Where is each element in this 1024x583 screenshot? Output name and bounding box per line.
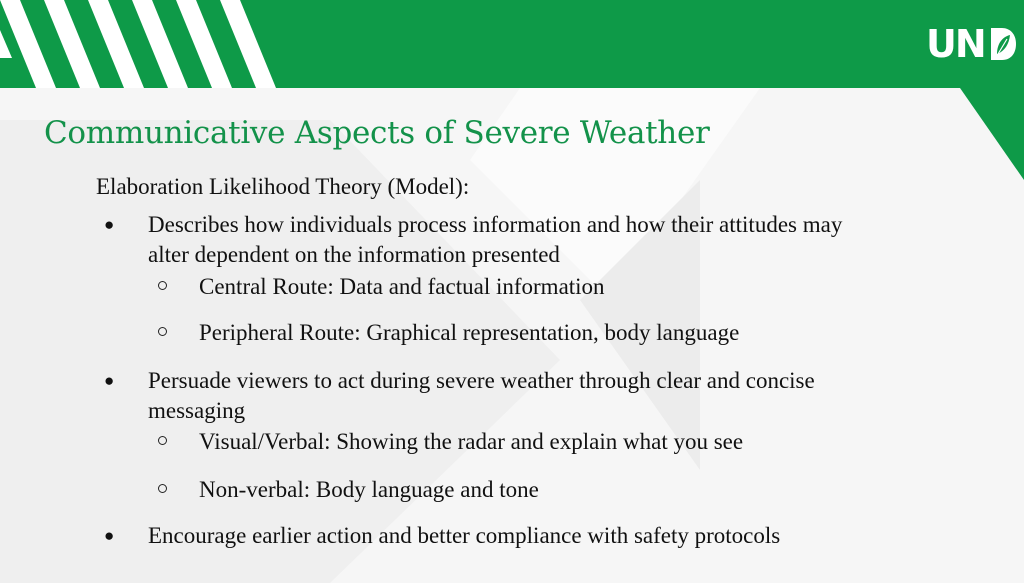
bullet-2-line-2: messaging <box>148 398 246 423</box>
bullet-2-line-1: Persuade viewers to act during severe weather through clear and concise <box>148 368 815 393</box>
leaf-d-icon <box>988 24 1018 64</box>
header-stripes <box>0 0 1024 88</box>
und-logo <box>926 22 1018 66</box>
bullet-1-line-2: alter dependent on the information presented <box>148 242 560 267</box>
bullet-2-sub-2: Non-verbal: Body language and tone <box>199 477 539 502</box>
slide-title: Communicative Aspects of Severe Weather <box>44 115 710 151</box>
bullet-dot: ● <box>104 526 115 545</box>
sub-bullet-circle <box>158 436 167 445</box>
subtitle: Elaboration Likelihood Theory (Model): <box>96 174 470 199</box>
header-band <box>0 0 1024 88</box>
bullet-1-line-1: Describes how individuals process information and how their attitudes may <box>148 212 843 237</box>
bullet-3-line-1: Encourage earlier action and better compliance with safety protocols <box>148 523 781 548</box>
bullet-1-sub-2: Peripheral Route: Graphical representation, body language <box>199 320 740 345</box>
sub-bullet-circle <box>158 327 167 336</box>
sub-bullet-circle <box>158 281 167 290</box>
bullet-2-sub-1: Visual/Verbal: Showing the radar and explain what you see <box>199 429 744 454</box>
logo-text: UN <box>926 22 985 66</box>
bullet-dot: ● <box>104 215 115 234</box>
sub-bullet-circle <box>158 484 167 493</box>
bullet-1-sub-1: Central Route: Data and factual information <box>199 274 605 299</box>
bullet-dot: ● <box>104 371 115 390</box>
